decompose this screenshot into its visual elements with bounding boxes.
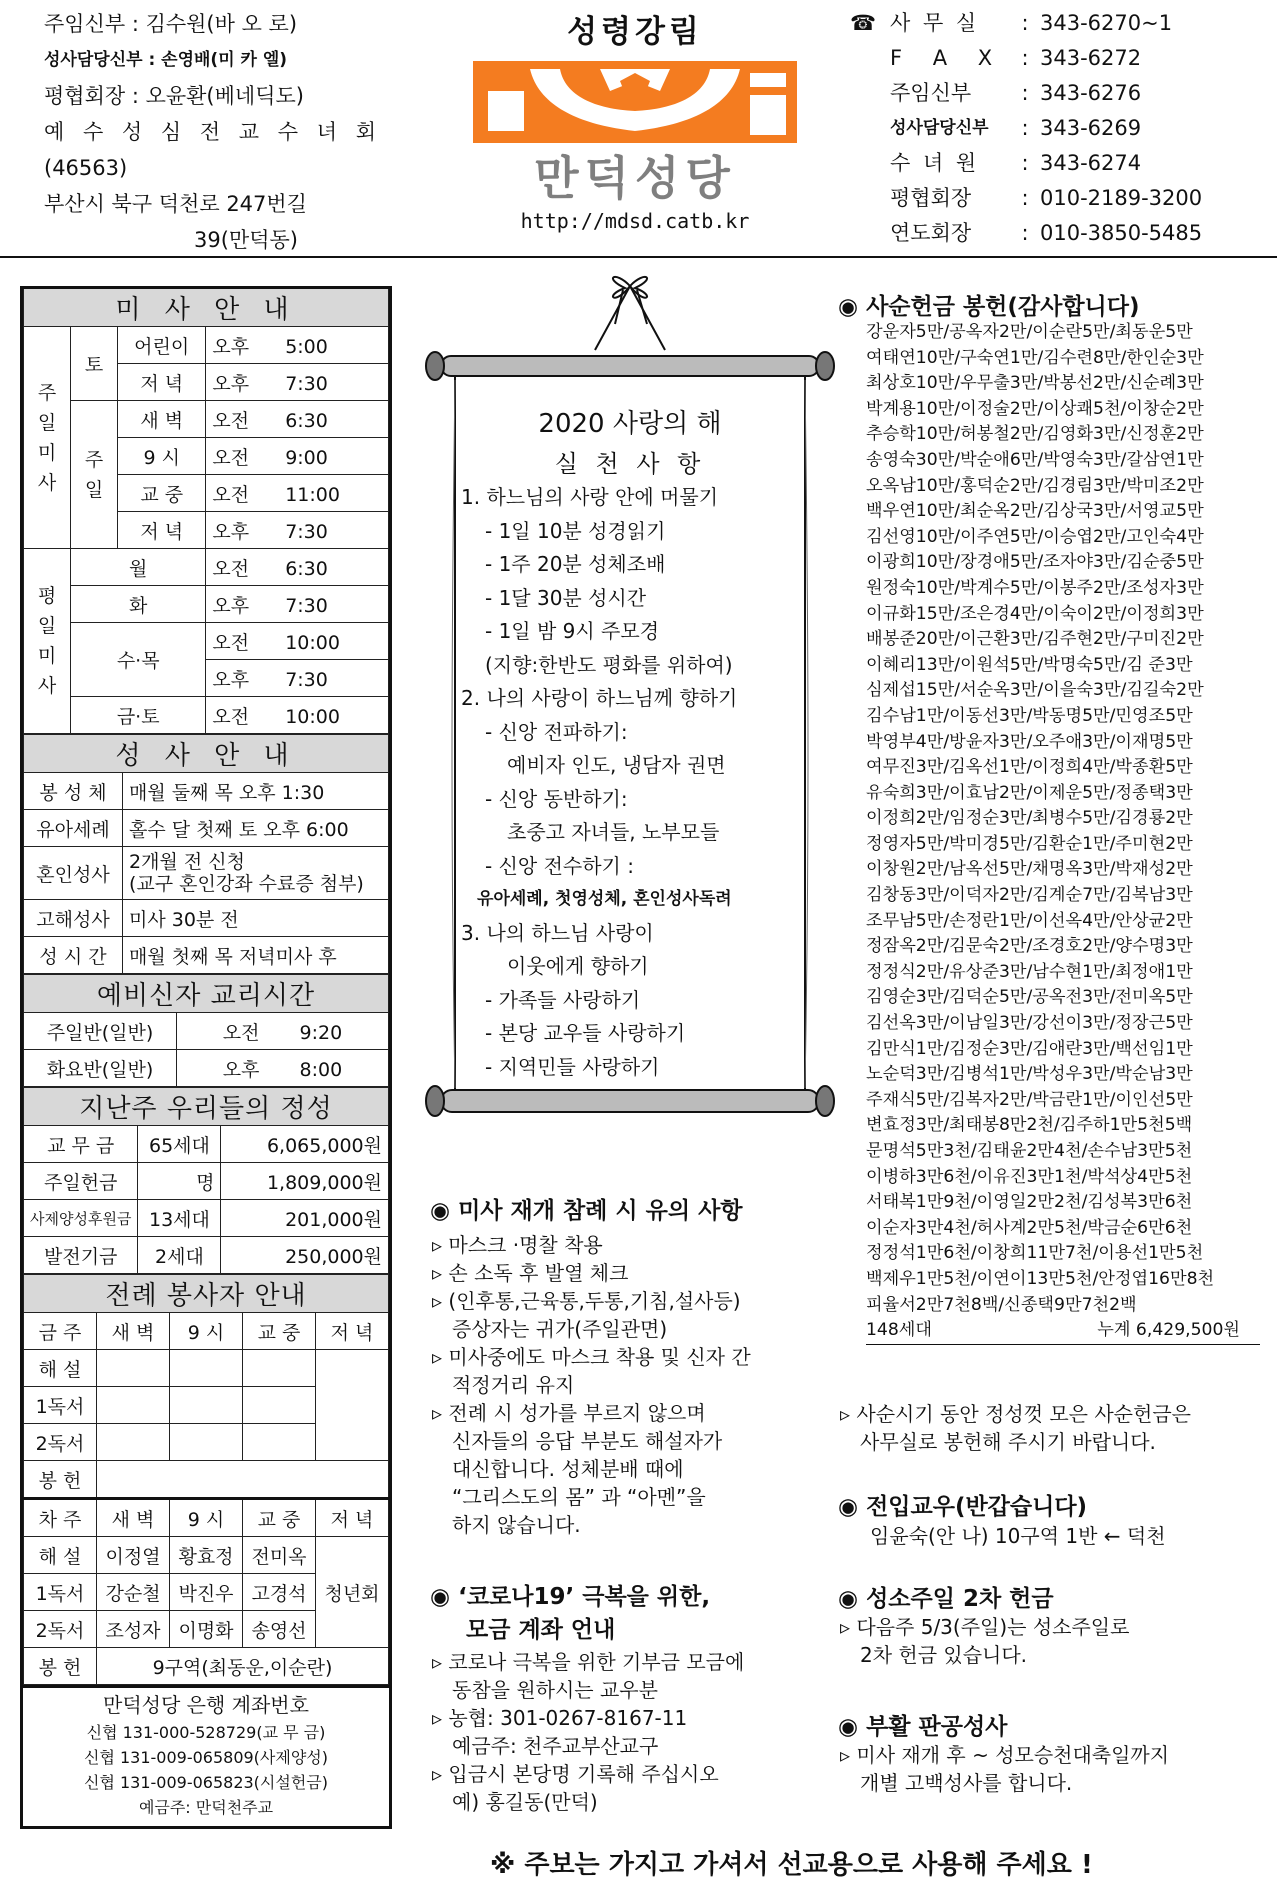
footer-note: ※ 주보는 가지고 가셔서 선교용으로 사용해 주세요 ! <box>490 1850 1093 1880</box>
newcomer-notice: ◉ 전입교우(반갑습니다) 임윤숙(안 나) 10구역 1반 ← 덕천 <box>838 1488 1268 1551</box>
donor-line: 조무남5만/손정란1만/이선옥4만/안상균2만 <box>866 910 1193 931</box>
donor-line: 배봉준20만/이근환3만/김주현2만/구미진2만 <box>866 629 1204 650</box>
contact-value: 343-6269 <box>1040 116 1142 140</box>
mass-name: 어린이 <box>118 327 206 364</box>
offering-amount: 1,809,000원 <box>221 1163 389 1200</box>
servers-table <box>23 1274 389 1685</box>
phone-icon: ☎ <box>850 11 877 35</box>
vocation-notice: ◉ 성소주일 2차 헌금 ▹ 다음주 5/3(주일)는 성소주일로 2차 헌금 있습니다. <box>838 1580 1268 1669</box>
donor-line: 강운자5만/공옥자2만/이순란5만/최동운5만 <box>866 322 1193 342</box>
scroll-line: - 신앙 전수하기 : <box>485 853 634 878</box>
scroll-line: - 가족들 사랑하기 <box>485 987 641 1012</box>
server-role: 해 설 <box>24 1537 97 1574</box>
sunday-mass-label: 주 일 미 사 <box>24 327 71 549</box>
donor-line: 이광희10만/장경애5만/조자야3만/김순중5만 <box>866 552 1204 573</box>
newcomer-title: 전입교우(반갑습니다) <box>866 1494 1088 1520</box>
mass-title: 미 사 안 내 <box>24 289 389 327</box>
address-line: 부산시 북구 덕천로 247번길 <box>44 192 307 216</box>
contact-label: F A X <box>890 46 1005 70</box>
donor-line: 추승학10만/허봉철2만/김영화3만/신정훈2만 <box>866 424 1204 445</box>
donor-line: 이병하3만6천/이유진3만1천/박석상4만5천 <box>866 1166 1193 1187</box>
vocation-line-1: 다음주 5/3(주일)는 성소주일로 <box>856 1615 1130 1639</box>
mass-time: 6:30 <box>285 557 328 580</box>
scroll-line: - 신앙 전파하기: <box>485 719 628 744</box>
servers-head: 교 중 <box>243 1313 316 1350</box>
contact-label: 평협회장 <box>890 186 972 210</box>
mass-name: 교 중 <box>118 475 206 512</box>
contact-label: 주임신부 <box>890 81 972 105</box>
mass-name: 새 벽 <box>118 401 206 438</box>
servers-head: 저 녁 <box>316 1313 389 1350</box>
evening-servers: 청년회 <box>316 1537 389 1648</box>
donor-line: 박계용10만/이정술2만/이상쾌5천/이창순2만 <box>866 398 1204 419</box>
header-contacts: ☎ 사 무 실 : 343-6270~1 F A X : 343-6272 주임신부 : 343-6276 성사담당신부 : 343-6269 수 녀 원 : 343-6274 평협회장 : 010-2189-3200 연도회장 : 010-3850-5485 <box>850 6 1270 251</box>
address-line-2: 39(만덕동) <box>194 228 298 252</box>
mass-notice-title-text: 미사 재개 참례 시 유의 사항 <box>458 1198 743 1224</box>
donor-line: 이혜리13만/이원석5만/박명숙5만/김 준3만 <box>866 654 1193 675</box>
donor-line: 김수남1만/이동선3만/박동명5만/민영조5만 <box>866 705 1193 726</box>
contact-value: 343-6272 <box>1040 46 1142 70</box>
mass-ampm: 오후 <box>212 594 250 617</box>
notice-text: 전례 시 성가를 부르지 않으며 <box>448 1401 706 1425</box>
server-role: 1독서 <box>24 1574 97 1611</box>
mass-time: 7:30 <box>285 372 328 395</box>
servers-head: 새 벽 <box>97 1499 170 1537</box>
mass-time: 11:00 <box>285 483 340 506</box>
offering-amount: 250,000원 <box>221 1237 389 1274</box>
vocation-line-2: 2차 헌금 있습니다. <box>860 1643 1028 1667</box>
mass-ampm: 오전 <box>212 409 250 432</box>
offering-name: 발전기금 <box>24 1237 138 1274</box>
corona-notice <box>430 1578 830 1816</box>
contact-value: 343-6276 <box>1040 81 1142 105</box>
server-name: 송영선 <box>243 1611 316 1648</box>
donor-line: 최상호10만/우무출3만/박봉선2만/신순례3만 <box>866 373 1204 394</box>
notice-text: 신자들의 응답 부분도 해설자가 <box>452 1429 723 1453</box>
mass-time: 7:30 <box>285 520 328 543</box>
scroll-line: 유아세례, 첫영성체, 혼인성사독려 <box>477 889 732 909</box>
server-name: 박진우 <box>170 1574 243 1611</box>
bank-account: 신협 131-009-065809(사제양성) <box>83 1748 328 1767</box>
donation-note-2: 사무실로 봉헌해 주시기 바랍니다. <box>860 1430 1156 1454</box>
notice-item: ▹ 마스크 ·명찰 착용 <box>432 1233 603 1257</box>
mass-time: 10:00 <box>285 705 340 728</box>
notice-text: 코로나 극복을 위한 기부금 모금에 <box>448 1650 745 1674</box>
donor-list <box>866 320 1260 1345</box>
notice-text: (인후통,근육통,두통,기침,설사등) <box>448 1289 741 1313</box>
scroll-line: 이웃에게 향하기 <box>507 954 649 978</box>
scroll-line: - 1일 밤 9시 주모경 <box>485 619 660 643</box>
offering-name: 사제양성후원금 <box>24 1200 138 1237</box>
donor-line: 주재식5만/김복자2만/박금란1만/이인선5만 <box>866 1089 1193 1110</box>
mass-name: 저 녁 <box>118 512 206 549</box>
mass-time: 10:00 <box>285 631 340 654</box>
server-name: 조성자 <box>97 1611 170 1648</box>
confession-line-1: 미사 재개 후 ~ 성모승천대축일까지 <box>856 1743 1170 1767</box>
mass-notice-list <box>430 1231 830 1539</box>
weekday-name: 화 <box>71 586 206 623</box>
donor-line: 이순자3만4천/허사계2만5천/박금순6만6천 <box>866 1217 1193 1238</box>
offering-count: 13세대 <box>138 1200 221 1237</box>
donor-line: 정정식2만/유상준3만/남수현1만/최정애1만 <box>866 961 1193 982</box>
servers-head: 교 중 <box>243 1499 316 1537</box>
bank-account: 신협 131-000-528729(교 무 금) <box>86 1723 326 1742</box>
scroll-line: 초중고 자녀들, 노부모들 <box>507 820 720 844</box>
sisters-line: 예 수 성 심 전 교 수 녀 회 <box>44 120 382 144</box>
donor-line: 백우연10만/최순옥2만/김상국3만/서영교5만 <box>866 501 1204 522</box>
notice-text: 증상자는 귀가(주일관면) <box>452 1317 668 1341</box>
website-url[interactable]: http://mdsd.catb.kr <box>520 209 750 233</box>
donor-line: 원정숙10만/박계수5만/이봉주2만/조성자3만 <box>866 577 1204 598</box>
scroll-title: 2020 사랑의 해 <box>538 409 722 439</box>
server-role: 1독서 <box>24 1387 97 1424</box>
server-name: 이정열 <box>97 1537 170 1574</box>
notice-text: 하지 않습니다. <box>452 1513 581 1537</box>
mass-ampm: 오전 <box>212 557 250 580</box>
mass-ampm: 오전 <box>212 483 250 506</box>
server-name: 이명화 <box>170 1611 243 1648</box>
mass-ampm: 오후 <box>212 668 250 691</box>
mass-time: 9:00 <box>285 446 328 469</box>
weekday-name: 월 <box>71 549 206 586</box>
sacraments-title: 성 사 안 내 <box>24 735 389 773</box>
notice-text: 입금시 본당명 기록해 주십시오 <box>448 1762 719 1786</box>
sacrament-name: 봉 성 체 <box>24 773 123 810</box>
donor-line: 정정석1만6천/이창희11만7천/이용선1만5천 <box>866 1243 1204 1264</box>
left-info-column <box>20 286 392 1829</box>
scroll-line: - 본당 교우들 사랑하기 <box>485 1021 686 1045</box>
donor-line: 김선옥3만/이남일3만/강선이3만/정장근5만 <box>866 1013 1193 1034</box>
donor-line: 여무진3만/김옥선1만/이정희4만/박종환5만 <box>866 757 1193 778</box>
bank-title: 만덕성당 은행 계좌번호 <box>103 1693 309 1717</box>
bank-account: 신협 131-009-065823(시설헌금) <box>83 1773 328 1792</box>
notice-item: ▹ 코로나 극복을 위한 기부금 모금에 동참을 원하시는 교우분 <box>430 1648 830 1704</box>
donor-line: 심제섭15만/서순옥3만/이을숙3만/김길숙2만 <box>866 680 1204 701</box>
donor-line: 피율서2만7천8백/신종택9만7천2백 <box>866 1294 1137 1315</box>
church-logo <box>470 6 800 233</box>
saturday-label: 토 <box>71 327 118 401</box>
class-time: 9:20 <box>299 1021 343 1044</box>
donor-line: 김영순3만/김덕순5만/공옥전3만/전미옥5만 <box>866 987 1193 1008</box>
mass-ampm: 오후 <box>212 372 250 395</box>
offering-amount: 6,065,000원 <box>221 1126 389 1163</box>
donor-line: 여태연10만/구숙연1만/김수련8만/한인순3만 <box>866 347 1204 368</box>
scroll-line: 예비자 인도, 냉담자 권면 <box>507 753 726 777</box>
server-name: 강순철 <box>97 1574 170 1611</box>
offering-servers: 9구역(최동운,이순란) <box>97 1648 389 1685</box>
catechumen-table <box>23 974 389 1087</box>
sacrament-name: 고해성사 <box>24 900 123 937</box>
sacrament-desc: 홀수 달 첫째 토 오후 6:00 <box>123 810 389 847</box>
servers-head: 저 녁 <box>316 1499 389 1537</box>
confession-title: 부활 판공성사 <box>866 1714 1008 1740</box>
mass-time: 6:30 <box>285 409 328 432</box>
header-divider <box>0 256 1277 258</box>
donation-note-1: 사순시기 동안 정성껏 모은 사순헌금은 <box>856 1402 1191 1426</box>
donor-line: 김창동3만/이덕자2만/김계순7만/김복남3만 <box>866 885 1193 906</box>
scroll-line: 3. 나의 하느님 사랑이 <box>461 920 654 945</box>
offering-name: 교 무 금 <box>24 1126 138 1163</box>
offering-name: 주일헌금 <box>24 1163 138 1200</box>
corona-title-2: 모금 계좌 언내 <box>466 1617 616 1643</box>
mass-ampm: 오후 <box>212 335 250 358</box>
corona-title-1: ‘코로나19’ 극복을 위한, <box>458 1584 711 1610</box>
donation-households: 148세대 <box>866 1320 933 1341</box>
donations-title: ◉ 사순헌금 봉헌(감사합니다) <box>838 294 1140 320</box>
mass-ampm: 오후 <box>212 520 250 543</box>
scroll-line: (지향:한반도 평화를 위하여) <box>485 652 733 677</box>
bank-holder: 예금주: 만덕천주교 <box>138 1798 274 1817</box>
servers-head: 금 주 <box>24 1313 97 1350</box>
weekday-name: 금·토 <box>71 697 206 734</box>
confession-notice: ◉ 부활 판공성사 ▹ 미사 재개 후 ~ 성모승천대축일까지 개별 고백성사를 합니다. <box>838 1708 1268 1797</box>
scroll-line: - 신앙 동반하기: <box>485 786 628 811</box>
scroll-line: 1. 하느님의 사랑 안에 머물기 <box>461 485 719 509</box>
notice-item: ▹ 손 소독 후 발열 체크 <box>432 1261 629 1285</box>
notice-text: “그리스도의 몸” 과 “아멘”을 <box>452 1485 706 1509</box>
donor-line: 문명석5만3천/김태윤2만4천/손수남3만5천 <box>866 1141 1193 1161</box>
server-name: 전미옥 <box>243 1537 316 1574</box>
servers-head: 차 주 <box>24 1499 97 1537</box>
notice-item: ▹ 전례 시 성가를 부르지 않으며 신자들의 응답 부분도 해설자가 대신합니다. 성체분배 때에 “그리스도의 몸” 과 “아멘”을 하지 않습니다. <box>430 1399 830 1539</box>
corona-title: ◉ ‘코로나19’ 극복을 위한, <box>430 1584 711 1610</box>
mass-ampm: 오전 <box>212 446 250 469</box>
contact-label: 성사담당신부 <box>890 118 989 138</box>
donor-line: 이창원2만/남옥선5만/채명옥3만/박재성2만 <box>866 859 1193 880</box>
mass-time: 7:30 <box>285 668 328 691</box>
weekday-name: 수·목 <box>71 623 206 697</box>
contact-value: 343-6274 <box>1040 151 1142 175</box>
class-name: 화요반(일반) <box>24 1050 177 1087</box>
contact-value: 010-2189-3200 <box>1040 186 1203 210</box>
notice-text: 예) 홍길동(만덕) <box>452 1790 598 1814</box>
sacrament-name: 혼인성사 <box>24 847 123 900</box>
server-name: 고경석 <box>243 1574 316 1611</box>
offering-count: 65세대 <box>138 1126 221 1163</box>
confession-line-2: 개별 고백성사를 합니다. <box>860 1771 1073 1795</box>
server-name: 황효정 <box>170 1537 243 1574</box>
donor-line: 백제우1만5천/이연이13만5천/안정엽16만8천 <box>866 1268 1215 1289</box>
vocation-title: 성소주일 2차 헌금 <box>866 1586 1054 1612</box>
council-line: 평협회장 : 오윤환(베네딕도) <box>44 84 304 108</box>
notice-item: ▹ 미사중에도 마스크 착용 및 신자 간 적정거리 유지 <box>430 1343 830 1399</box>
donor-lines <box>866 320 1260 1318</box>
scroll-line: - 1달 30분 성시간 <box>485 585 647 610</box>
mass-notice-title: ◉ 미사 재개 참례 시 유의 사항 <box>430 1198 743 1224</box>
donor-line: 박영부4만/방윤자3만/오주애3만/이재명5만 <box>866 731 1193 752</box>
scroll-line: - 1주 20분 성체조배 <box>485 552 666 576</box>
server-role: 2독서 <box>24 1424 97 1461</box>
sacrament-name: 성 시 간 <box>24 937 123 974</box>
bank-info <box>23 1685 389 1826</box>
offering-count: 2세대 <box>138 1237 221 1274</box>
corona-list <box>430 1648 830 1816</box>
donor-line: 변효정3만/최태봉8만2천/김주하1만5천5백 <box>866 1115 1193 1136</box>
servers-head: 새 벽 <box>97 1313 170 1350</box>
mass-name: 저 녁 <box>118 364 206 401</box>
mass-time: 5:00 <box>285 335 328 358</box>
mass-notice <box>430 1192 830 1539</box>
donor-line: 김만식1만/김정순3만/김애란3만/백선임1만 <box>866 1038 1193 1059</box>
sacrament-desc: 2개월 전 신청 <box>129 851 245 873</box>
feast-title: 성령강림 <box>567 14 703 50</box>
mass-table <box>23 289 389 734</box>
catechumen-title: 예비신자 교리시간 <box>24 975 389 1013</box>
header-left-info <box>44 6 444 258</box>
mass-name: 9 시 <box>118 438 206 475</box>
notice-text: 동참을 원하시는 교우분 <box>452 1678 658 1702</box>
class-time: 8:00 <box>299 1058 343 1081</box>
donations-title-text: 사순헌금 봉헌(감사합니다) <box>866 294 1140 320</box>
server-role: 봉 헌 <box>24 1648 97 1685</box>
class-name: 주일반(일반) <box>24 1013 177 1050</box>
sacrament-desc: 미사 30분 전 <box>123 900 389 937</box>
donor-line: 오옥남10만/홍덕순2만/김경림3만/박미조2만 <box>866 475 1204 496</box>
pastor-line: 주임신부 : 김수원(바 오 로) <box>44 12 298 36</box>
offering-count: 명 <box>138 1163 221 1200</box>
notice-text: 농협: 301-0267-8167-11 <box>448 1706 688 1730</box>
notice-text: 적정거리 유지 <box>452 1373 575 1397</box>
love-year-scroll <box>455 408 805 1084</box>
class-ampm: 오후 <box>222 1058 260 1081</box>
contact-label: 연도회장 <box>890 221 972 245</box>
church-name: 만덕성당 <box>534 151 736 201</box>
mass-ampm: 오전 <box>212 631 250 654</box>
weekday-mass-label: 평 일 미 사 <box>24 549 71 734</box>
notice-item: ▹ 농협: 301-0267-8167-11 예금주: 천주교부산교구 <box>430 1704 830 1760</box>
class-ampm: 오전 <box>222 1021 260 1044</box>
donor-line: 김선영10만/이주연5만/이승엽2만/고인숙4만 <box>866 526 1204 547</box>
donation-note: ▹ 사순시기 동안 정성껏 모은 사순헌금은 사무실로 봉헌해 주시기 바랍니다. <box>838 1400 1268 1456</box>
sacrament-desc: 매월 첫째 목 저녁미사 후 <box>123 937 389 974</box>
donation-total <box>866 1318 1260 1345</box>
church-emblem-icon <box>470 51 800 201</box>
offering-title: 지난주 우리들의 정성 <box>24 1088 389 1126</box>
notice-item: ▹ (인후통,근육통,두통,기침,설사등) 증상자는 귀가(주일관면) <box>430 1287 830 1343</box>
notice-text: 손 소독 후 발열 체크 <box>448 1261 629 1285</box>
scroll-line: - 1일 10분 성경읽기 <box>485 518 666 543</box>
servers-head: 9 시 <box>170 1313 243 1350</box>
donor-line: 송영숙30만/박순애6만/박영숙3만/갈삼연1만 <box>866 449 1204 470</box>
donor-line: 서태복1만9천/이영일2만2천/김성복3만6천 <box>866 1192 1193 1213</box>
donor-line: 정영자5만/박미경5만/김환순1만/주미현2만 <box>866 833 1193 854</box>
notice-text: 미사중에도 마스크 착용 및 신자 간 <box>448 1345 751 1369</box>
offering-table <box>23 1087 389 1274</box>
notice-text: 마스크 ·명찰 착용 <box>448 1233 603 1257</box>
donor-line: 노순덕3만/김병석1만/박성우3만/박순남3만 <box>866 1064 1193 1085</box>
postal-code: (46563) <box>44 156 128 180</box>
servers-title: 전례 봉사자 안내 <box>24 1275 389 1313</box>
confessor-line: 성사담당신부 : 손영배(미 카 엘) <box>44 50 288 70</box>
mass-time: 7:30 <box>285 594 328 617</box>
notice-item: ▹ 입금시 본당명 기록해 주십시오 예) 홍길동(만덕) <box>430 1760 830 1816</box>
contact-label: 사 무 실 <box>890 11 980 35</box>
donor-line: 유숙희3만/이효남2만/이제운5만/정종택3만 <box>866 782 1193 803</box>
donor-line: 정잠옥2만/김문숙2만/조경호2만/양수명3만 <box>866 936 1193 957</box>
scroll-subtitle: 실 천 사 항 <box>554 449 706 478</box>
sunday-label: 주 일 <box>71 401 118 549</box>
offering-amount: 201,000원 <box>221 1200 389 1237</box>
scroll-line: 2. 나의 사랑이 하느님께 향하기 <box>461 686 738 710</box>
contact-value: 343-6270~1 <box>1040 11 1173 35</box>
mass-ampm: 오전 <box>212 705 250 728</box>
donation-sum: 누계 6,429,500원 <box>1097 1320 1240 1341</box>
sacrament-desc: 매월 둘째 목 오후 1:30 <box>123 773 389 810</box>
server-role: 2독서 <box>24 1611 97 1648</box>
sacraments-table <box>23 734 389 974</box>
donor-line: 이규화15만/조은경4만/이숙이2만/이정희3만 <box>866 603 1204 624</box>
contact-value: 010-3850-5485 <box>1040 221 1203 245</box>
scroll-line: - 지역민들 사랑하기 <box>485 1054 660 1079</box>
notice-text: 예금주: 천주교부산교구 <box>452 1734 659 1758</box>
notice-text: 대신합니다. 성체분배 때에 <box>452 1457 684 1481</box>
sacrament-name: 유아세례 <box>24 810 123 847</box>
contact-label: 수 녀 원 <box>890 151 980 175</box>
scroll-lines <box>455 481 805 1084</box>
newcomer-text: 임윤숙(안 나) 10구역 1반 ← 덕천 <box>870 1524 1166 1548</box>
donor-line: 이정희2만/임정순3만/최병수5만/김경룡2만 <box>866 808 1193 829</box>
server-role: 해 설 <box>24 1350 97 1387</box>
servers-head: 9 시 <box>170 1499 243 1537</box>
sacrament-desc-note: (교구 혼인강좌 수료증 첨부) <box>129 873 364 895</box>
server-role: 봉 헌 <box>24 1461 97 1499</box>
